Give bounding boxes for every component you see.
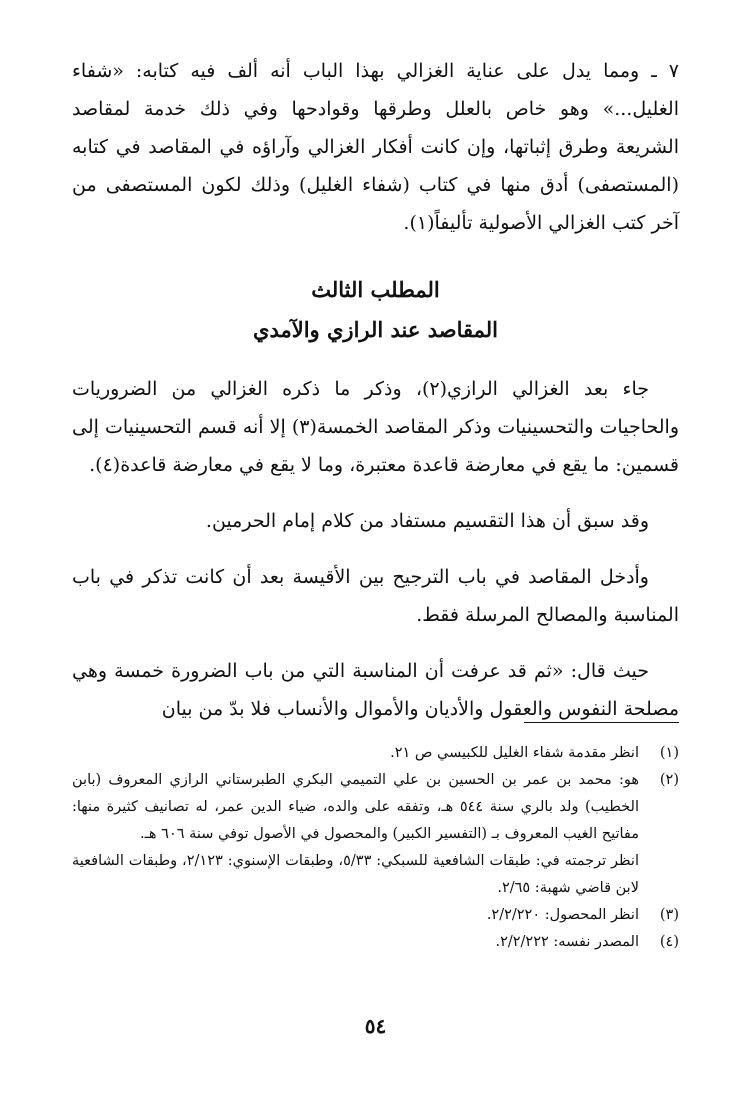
footnote-text [72, 767, 639, 902]
footnote-divider [524, 722, 679, 723]
paragraph-imam-haramayn: وقد سبق أن هذا التقسيم مستفاد من كلام إمام الحرمين. [205, 510, 649, 532]
footnote-text [72, 902, 639, 929]
section-heading: المطلب الثالث [311, 277, 440, 302]
paragraph-ghazali-shifa: ٧ ـ ومما يدل على عناية الغزالي بهذا الباب أنه ألف فيه كتابه: «شفاء الغليل...» وهو خاص بالعلل وطرقها وقوادحها وفي ذلك خدمة لمقاصد الشريعة وطرق إثباتها، وإن كانت أفكار الغزالي وآراؤه في المقاصد في كتابه (المستصفى) أدق منها في كتاب (شفاء الغليل) وذلك لكون المستصفى من آخر كتب الغزالي الأصولية تأليفاً(١). [72, 60, 679, 234]
footnote-text [72, 740, 639, 767]
footnote-number: (٢) [659, 772, 679, 788]
footnote-line: انظر ترجمته في: طبقات الشافعية للسبكي: ٥/٣٣، وطبقات الإسنوي: ٢/١٢٣، وطبقات الشافعية لابن قاضي شهبة: ٢/٦٥. [72, 853, 639, 896]
footnote-number: (٤) [659, 934, 679, 950]
paragraph-tarjih: وأدخل المقاصد في باب الترجيح بين الأقيسة بعد أن كانت تذكر في باب المناسبة والمصالح المرسلة فقط. [72, 566, 679, 626]
footnote-number: (١) [659, 745, 679, 761]
footnotes [72, 740, 679, 956]
main-text [72, 52, 679, 728]
footnote-line: هو: محمد بن عمر بن الحسين بن علي التميمي البكري الطبرستاني الرازي المعروف (بابن الخطيب) ولد بالري سنة ٥٤٤ هـ، وتفقه على والده، ضياء الدين عمر، له تصانيف كثيرة منها: مفاتيح الغيب المعروف بـ (التفسير الكبير) والمحصول في الأصول توفي سنة ٦٠٦ هـ. [72, 772, 639, 842]
footnote-text [72, 929, 639, 956]
page-number: ٥٤ [364, 1014, 387, 1038]
footnote-item [72, 740, 679, 767]
footnote-line: انظر المحصول: ٢/٢/٢٢٠. [486, 907, 639, 923]
footnote-line: انظر مقدمة شفاء الغليل للكبيسي ص ٢١. [390, 745, 639, 761]
footnote-item [72, 929, 679, 956]
paragraph-razi: جاء بعد الغزالي الرازي(٢)، وذكر ما ذكره الغزالي من الضروريات والحاجيات والتحسينيات وذكر المقاصد الخمسة(٣) إلا أنه قسم التحسينيات إلى قسمين: ما يقع في معارضة قاعدة معتبرة، وما لا يقع في معارضة قاعدة(٤). [72, 378, 679, 476]
footnote-number: (٣) [659, 907, 679, 923]
section-title: المقاصد عند الرازي والآمدي [253, 317, 498, 342]
footnote-item [72, 902, 679, 929]
footnote-line: المصدر نفسه: ٢/٢/٢٢٢. [495, 934, 639, 950]
footnote-item [72, 767, 679, 902]
paragraph-quote: حيث قال: «ثم قد عرفت أن المناسبة التي من باب الضرورة خمسة وهي مصلحة النفوس والعقول والأديان والأموال والأنساب فلا بدّ من بيان [72, 660, 679, 720]
